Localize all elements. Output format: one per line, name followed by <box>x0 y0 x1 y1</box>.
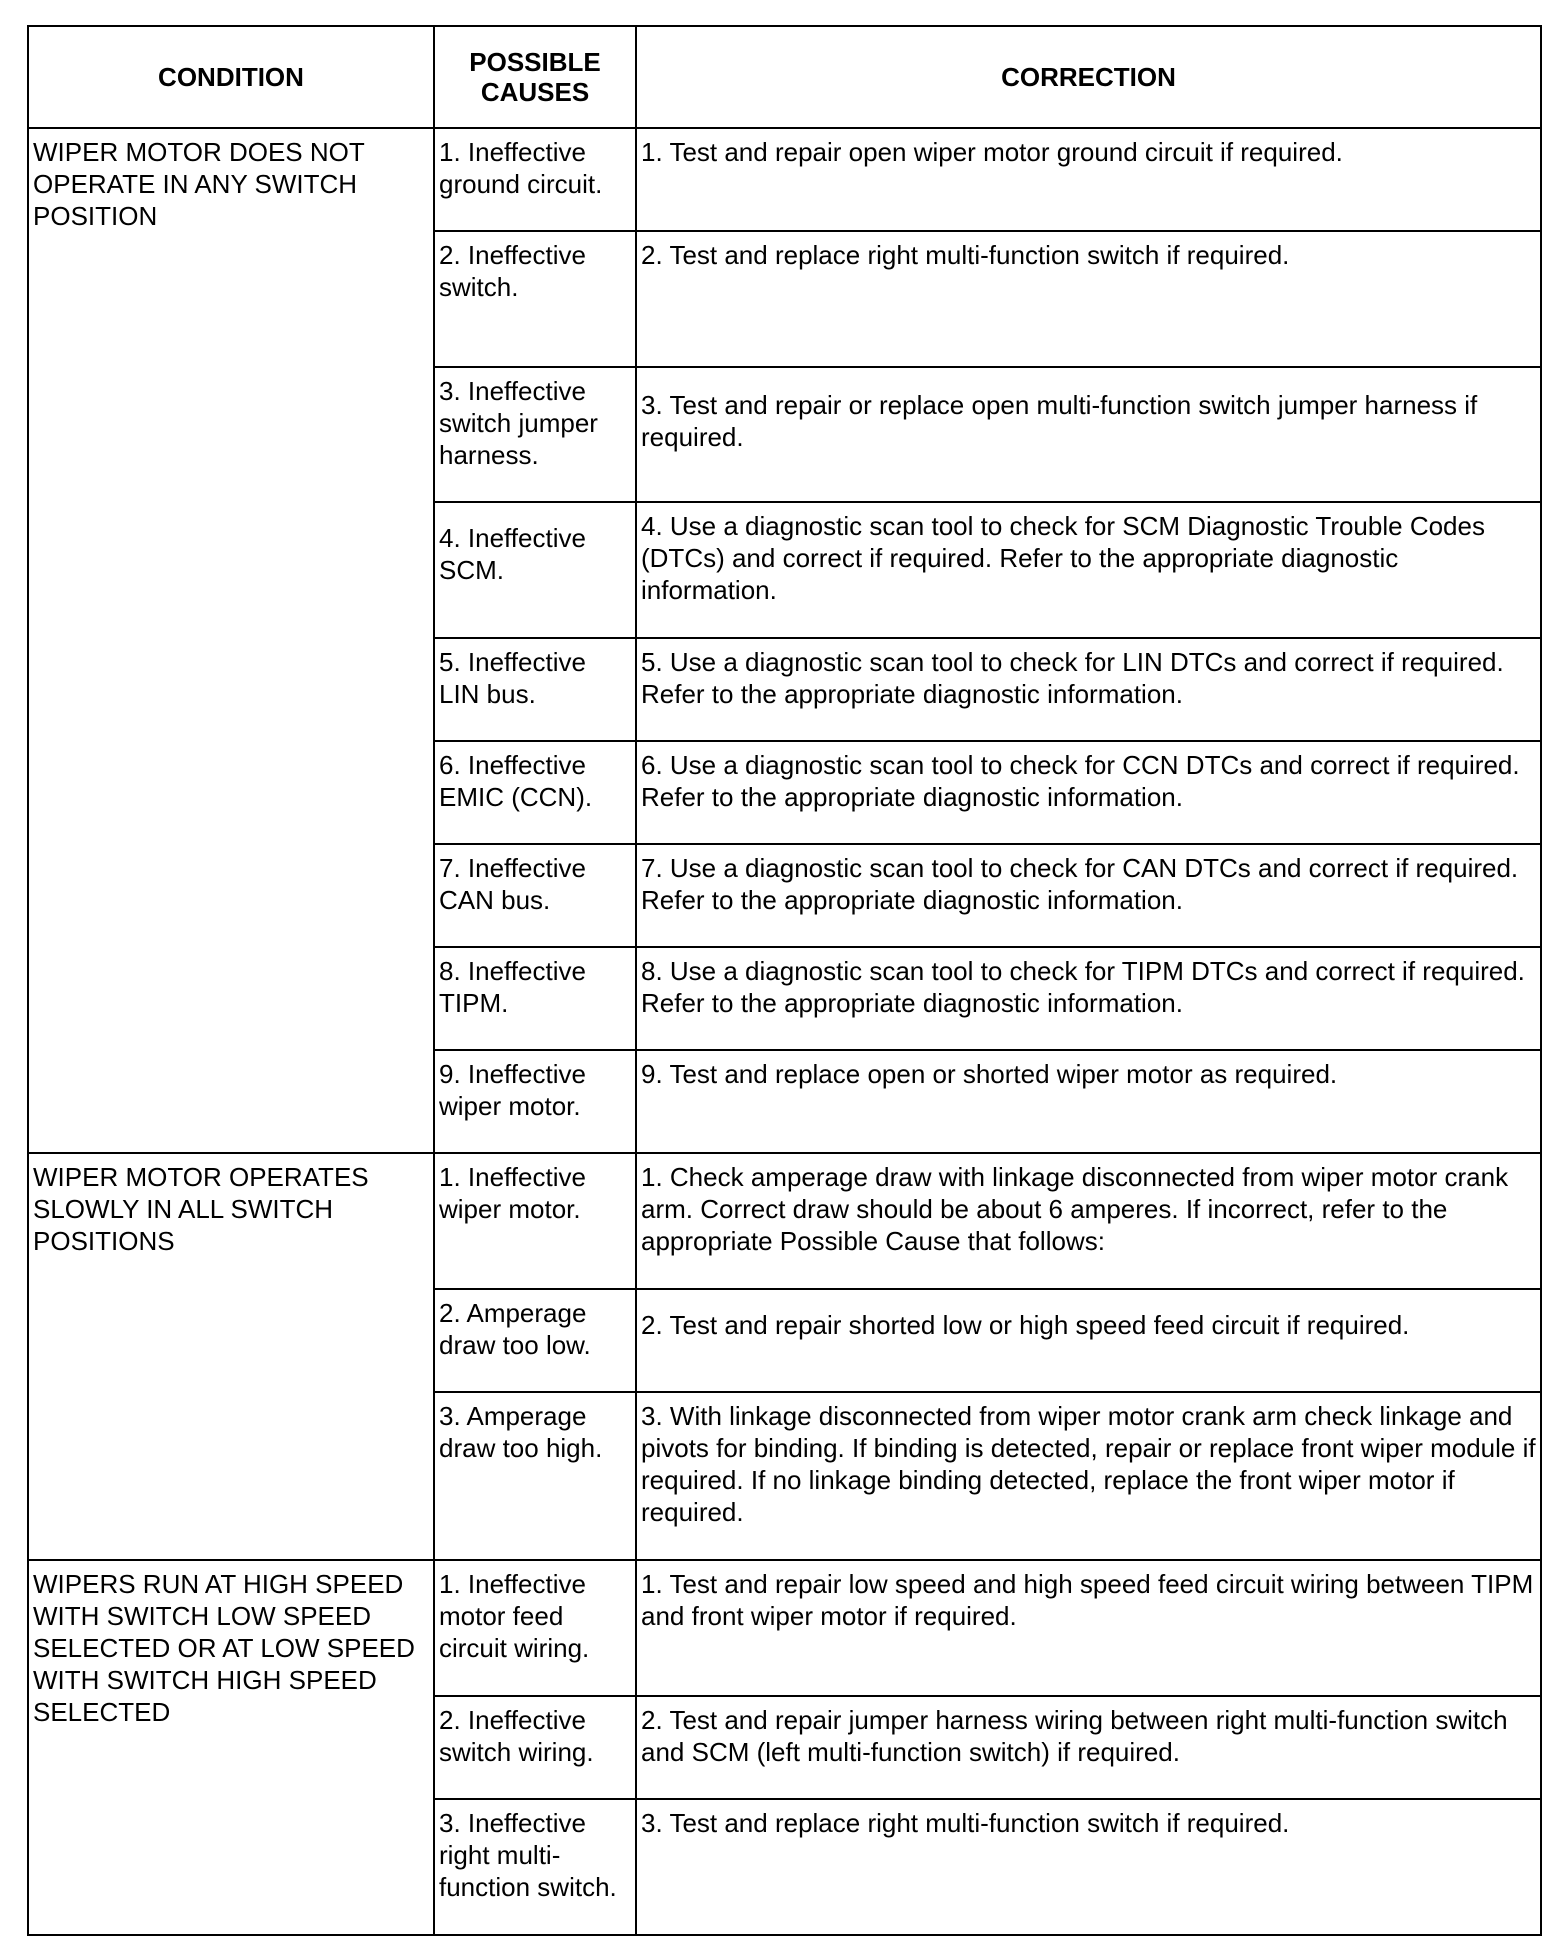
cause-cell: 4. Ineffective SCM. <box>434 502 636 638</box>
correction-cell: 3. Test and replace right multi-function switch if required. <box>636 1799 1541 1935</box>
cause-cell: 1. Ineffective ground circuit. <box>434 128 636 231</box>
condition-cell: WIPER MOTOR DOES NOT OPERATE IN ANY SWITCH POSITION <box>28 128 434 1153</box>
correction-cell: 7. Use a diagnostic scan tool to check for CAN DTCs and correct if required. Refer to the appropriate diagnostic information. <box>636 844 1541 947</box>
cause-cell: 2. Ineffective switch wiring. <box>434 1696 636 1799</box>
correction-cell: 3. With linkage disconnected from wiper motor crank arm check linkage and pivots for binding. If binding is detected, repair or replace front wiper module if required. If no linkage binding detected, replace the front wiper motor if required. <box>636 1392 1541 1560</box>
cause-cell: 5. Ineffective LIN bus. <box>434 638 636 741</box>
diagnosis-table <box>27 25 1542 1936</box>
cause-cell: 3. Amperage draw too high. <box>434 1392 636 1560</box>
correction-cell: 9. Test and replace open or shorted wiper motor as required. <box>636 1050 1541 1153</box>
header-row <box>28 26 1541 128</box>
header-possible-causes: POSSIBLE CAUSES <box>434 26 636 128</box>
cause-cell: 2. Ineffective switch. <box>434 231 636 367</box>
correction-cell: 8. Use a diagnostic scan tool to check for TIPM DTCs and correct if required. Refer to the appropriate diagnostic information. <box>636 947 1541 1050</box>
correction-cell: 1. Check amperage draw with linkage disconnected from wiper motor crank arm. Correct draw should be about 6 amperes. If incorrect, refer to the appropriate Possible Cause that follows: <box>636 1153 1541 1289</box>
table-row <box>28 1153 1541 1289</box>
cause-cell: 9. Ineffective wiper motor. <box>434 1050 636 1153</box>
header-correction: CORRECTION <box>636 26 1541 128</box>
correction-cell: 1. Test and repair open wiper motor ground circuit if required. <box>636 128 1541 231</box>
correction-cell: 2. Test and repair jumper harness wiring between right multi-function switch and SCM (left multi-function switch) if required. <box>636 1696 1541 1799</box>
condition-cell: WIPER MOTOR OPERATES SLOWLY IN ALL SWITCH POSITIONS <box>28 1153 434 1560</box>
correction-cell: 2. Test and replace right multi-function switch if required. <box>636 231 1541 367</box>
cause-cell: 6. Ineffective EMIC (CCN). <box>434 741 636 844</box>
correction-cell: 5. Use a diagnostic scan tool to check for LIN DTCs and correct if required. Refer to the appropriate diagnostic information. <box>636 638 1541 741</box>
table-row <box>28 1560 1541 1696</box>
correction-cell: 2. Test and repair shorted low or high speed feed circuit if required. <box>636 1289 1541 1392</box>
cause-cell: 3. Ineffective switch jumper harness. <box>434 367 636 502</box>
cause-cell: 8. Ineffective TIPM. <box>434 947 636 1050</box>
correction-cell: 4. Use a diagnostic scan tool to check for SCM Diagnostic Trouble Codes (DTCs) and correct if required. Refer to the appropriate diagnostic information. <box>636 502 1541 638</box>
cause-cell: 3. Ineffective right multi-function switch. <box>434 1799 636 1935</box>
correction-cell: 1. Test and repair low speed and high speed feed circuit wiring between TIPM and front wiper motor if required. <box>636 1560 1541 1696</box>
correction-cell: 3. Test and repair or replace open multi-function switch jumper harness if required. <box>636 367 1541 502</box>
cause-cell: 1. Ineffective motor feed circuit wiring. <box>434 1560 636 1696</box>
correction-cell: 6. Use a diagnostic scan tool to check for CCN DTCs and correct if required. Refer to the appropriate diagnostic information. <box>636 741 1541 844</box>
cause-cell: 2. Amperage draw too low. <box>434 1289 636 1392</box>
cause-cell: 1. Ineffective wiper motor. <box>434 1153 636 1289</box>
table-row <box>28 128 1541 231</box>
condition-cell: WIPERS RUN AT HIGH SPEED WITH SWITCH LOW SPEED SELECTED OR AT LOW SPEED WITH SWITCH HIGH SPEED SELECTED <box>28 1560 434 1935</box>
cause-cell: 7. Ineffective CAN bus. <box>434 844 636 947</box>
header-condition: CONDITION <box>28 26 434 128</box>
